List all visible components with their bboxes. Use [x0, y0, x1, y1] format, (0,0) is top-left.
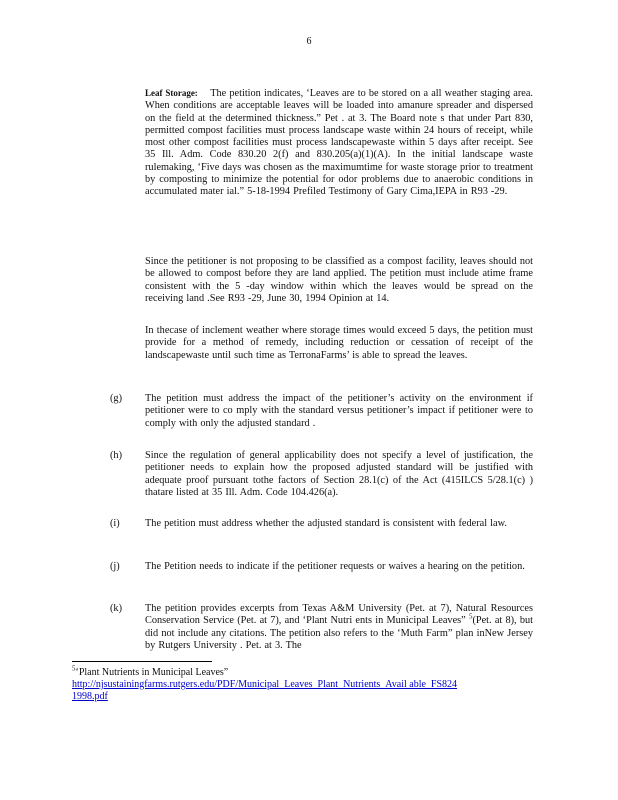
item-k-text-start: The petition provides excerpts from Texas A&M University (Pet. at 7), Natural Resources Conservation Service (Pet. at 7), and ‘Plant Nutri ents in Municipal Leaves”: [145, 603, 533, 627]
footnote-title-line: [72, 664, 552, 679]
item-h-text: Since the regulation of general applicability does not specify a level of justification, the petitioner needs to explain how the proposed adjusted standard will be justified with adequate proof pursuant tothe factors of Section 28.1(c) of the Act (415ILCS 5/28.1(c) ) thatare listed at 35 Ill. Adm. Code 104.426(a).: [145, 450, 533, 498]
item-k-text-end: (Pet. at 8), but did not include any citations. The petition also refers to the ‘Muth Farm” plan inNew Jersey by Rutgers University . Pet. at 3. The: [145, 615, 533, 651]
item-g-text: The petition must address the impact of the petitioner’s activity on the environment if petitioner were to co mply with the standard versus petitioner’s impact if petitioner were to comply with only the adjusted standard .: [145, 393, 533, 429]
item-i-label: (i): [110, 518, 120, 529]
item-k-text: [145, 603, 533, 652]
leaf-storage-paragraph: [145, 87, 533, 199]
item-j-label: (j): [110, 561, 120, 572]
footnote-marker: 5: [72, 664, 76, 673]
item-j-text: The Petition needs to indicate if the petitioner requests or waives a hearing on the petition.: [145, 561, 525, 572]
page-number: 6: [306, 36, 312, 47]
compost-paragraph: Since the petitioner is not proposing to be classified as a compost facility, leaves should not be allowed to compost before they are land applied. The petition must include atime frame consistent with the 5 -day window within which the leaves would be spread on the receiving land .See R93 -29, June 30, 1994 Opinion at 14.: [145, 256, 533, 304]
footnote-reference: 5: [468, 612, 473, 621]
footnote-link[interactable]: http://njsustainingfarms.rutgers.edu/PDF/Municipal_Leaves_Plant_Nutrients_Avail able_FS824: [72, 678, 458, 690]
footnote-divider: [72, 661, 212, 662]
leaf-storage-text: The petition indicates, ‘Leaves are to be stored on a all weather staging area. When conditions are acceptable leaves will be loaded into amanure spreader and dispersed on the field at the determined thickness.” Pet . at 3. The Board note s that under Part 830, permitted compost facilities must process landscape waste within 24 hours of receipt, while most other compost facilities must process landscapewaste within 5 days after receipt. See 35 Ill. Adm. Code 830.20 2(f) and 830.205(a)(1)(A). In the initial landscape waste rulemaking, ‘Five days was chosen as the maximumtime for waste storage prior to treatment by composting to minimize the potential for odor problems due to anaerobic conditions in accumulated mater ial.” 5-18-1994 Prefiled Testimony of Gary Cima,IEPA in R93 -29.: [145, 88, 533, 198]
item-g-label: (g): [110, 393, 123, 404]
footnote-link-continued[interactable]: 1998.pdf: [72, 690, 108, 702]
leaf-storage-heading: Leaf Storage:: [145, 88, 198, 98]
item-h-label: (h): [110, 450, 123, 461]
item-k-label: (k): [110, 603, 123, 614]
footnote: [72, 664, 552, 702]
footnote-title: ‘Plant Nutrients in Municipal Leaves”: [75, 667, 229, 678]
inclement-weather-paragraph: In thecase of inclement weather where storage times would exceed 5 days, the petition must provide for a method of remedy, including reduction or cessation of receipt of the landscapewaste until such time as TerronaFarms’ is able to spread the leaves.: [145, 325, 533, 361]
item-i-text: The petition must address whether the adjusted standard is consistent with federal law.: [145, 518, 507, 529]
